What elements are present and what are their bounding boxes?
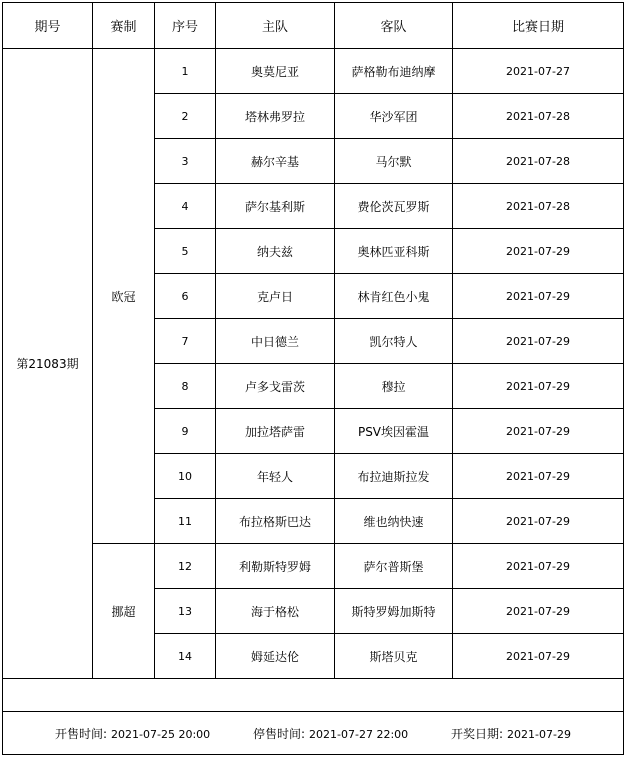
- header-home: 主队: [216, 3, 335, 49]
- home-team-cell: 克卢日: [216, 274, 335, 319]
- sale-start-value: 2021-07-25 20:00: [111, 727, 211, 741]
- home-team-cell: 赫尔辛基: [216, 139, 335, 184]
- header-away: 客队: [335, 3, 453, 49]
- away-team-cell: 维也纳快速: [335, 499, 453, 544]
- home-team-cell: 利勒斯特罗姆: [216, 544, 335, 589]
- home-team-cell: 年轻人: [216, 454, 335, 499]
- draw-date-value: 2021-07-29: [507, 727, 571, 741]
- away-team-cell: 斯塔贝克: [335, 634, 453, 679]
- blank-row: [3, 679, 624, 712]
- seq-cell: 14: [155, 634, 216, 679]
- seq-cell: 4: [155, 184, 216, 229]
- seq-cell: 1: [155, 49, 216, 94]
- away-team-cell: 费伦茨瓦罗斯: [335, 184, 453, 229]
- seq-cell: 9: [155, 409, 216, 454]
- sale-end: [253, 725, 408, 742]
- sale-end-label: 停售时间:: [253, 726, 306, 741]
- seq-cell: 11: [155, 499, 216, 544]
- home-team-cell: 塔林弗罗拉: [216, 94, 335, 139]
- match-date-cell: 2021-07-29: [453, 409, 624, 454]
- header-format: 赛制: [93, 3, 155, 49]
- sale-end-value: 2021-07-27 22:00: [309, 727, 409, 741]
- seq-cell: 8: [155, 364, 216, 409]
- match-date-cell: 2021-07-28: [453, 139, 624, 184]
- home-team-cell: 加拉塔萨雷: [216, 409, 335, 454]
- sale-start-label: 开售时间:: [55, 726, 108, 741]
- header-seq: 序号: [155, 3, 216, 49]
- seq-cell: 7: [155, 319, 216, 364]
- blank-cell: [3, 679, 624, 712]
- home-team-cell: 奥莫尼亚: [216, 49, 335, 94]
- seq-cell: 2: [155, 94, 216, 139]
- match-date-cell: 2021-07-29: [453, 364, 624, 409]
- away-team-cell: 穆拉: [335, 364, 453, 409]
- draw-date: [451, 725, 571, 742]
- away-team-cell: 林肯红色小鬼: [335, 274, 453, 319]
- home-team-cell: 姆延达伦: [216, 634, 335, 679]
- seq-cell: 12: [155, 544, 216, 589]
- format-cell: 欧冠: [93, 49, 155, 544]
- header-row: [3, 3, 624, 49]
- period-cell: 第21083期: [3, 49, 93, 679]
- match-schedule-table: [2, 2, 624, 755]
- home-team-cell: 布拉格斯巴达: [216, 499, 335, 544]
- footer-cell: [3, 712, 624, 755]
- match-date-cell: 2021-07-28: [453, 184, 624, 229]
- away-team-cell: 奥林匹亚科斯: [335, 229, 453, 274]
- seq-cell: 6: [155, 274, 216, 319]
- away-team-cell: 萨格勒布迪纳摩: [335, 49, 453, 94]
- sale-start: [55, 725, 210, 742]
- footer-row: [3, 712, 624, 755]
- match-date-cell: 2021-07-29: [453, 319, 624, 364]
- match-date-cell: 2021-07-27: [453, 49, 624, 94]
- seq-cell: 13: [155, 589, 216, 634]
- away-team-cell: 斯特罗姆加斯特: [335, 589, 453, 634]
- match-date-cell: 2021-07-29: [453, 634, 624, 679]
- match-date-cell: 2021-07-29: [453, 499, 624, 544]
- match-date-cell: 2021-07-29: [453, 274, 624, 319]
- match-date-cell: 2021-07-29: [453, 544, 624, 589]
- header-period: 期号: [3, 3, 93, 49]
- match-date-cell: 2021-07-29: [453, 229, 624, 274]
- away-team-cell: 华沙军团: [335, 94, 453, 139]
- format-cell: 挪超: [93, 544, 155, 679]
- header-date: 比赛日期: [453, 3, 624, 49]
- match-date-cell: 2021-07-29: [453, 454, 624, 499]
- home-team-cell: 纳夫兹: [216, 229, 335, 274]
- away-team-cell: 凯尔特人: [335, 319, 453, 364]
- draw-date-label: 开奖日期:: [451, 726, 504, 741]
- schedule-body: [3, 49, 624, 679]
- match-row: [3, 544, 624, 589]
- away-team-cell: 萨尔普斯堡: [335, 544, 453, 589]
- seq-cell: 3: [155, 139, 216, 184]
- seq-cell: 5: [155, 229, 216, 274]
- match-date-cell: 2021-07-28: [453, 94, 624, 139]
- match-date-cell: 2021-07-29: [453, 589, 624, 634]
- home-team-cell: 卢多戈雷茨: [216, 364, 335, 409]
- home-team-cell: 中日德兰: [216, 319, 335, 364]
- away-team-cell: 马尔默: [335, 139, 453, 184]
- away-team-cell: PSV埃因霍温: [335, 409, 453, 454]
- seq-cell: 10: [155, 454, 216, 499]
- away-team-cell: 布拉迪斯拉发: [335, 454, 453, 499]
- home-team-cell: 萨尔基利斯: [216, 184, 335, 229]
- home-team-cell: 海于格松: [216, 589, 335, 634]
- match-row: [3, 49, 624, 94]
